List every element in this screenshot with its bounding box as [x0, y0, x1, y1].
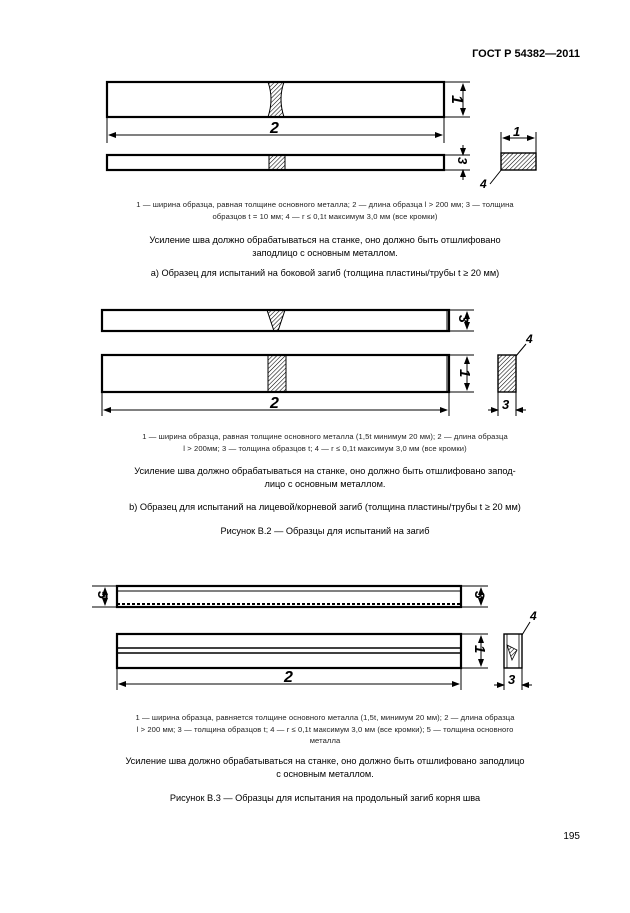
fig-b3-legend-line3: металла	[309, 736, 341, 745]
fig-b3-legend-line2: l > 200 мм; 3 — толщина образцов t; 4 — r ≤ 0,1t максимум 3,0 мм (все кромки); 5 — толщина основного	[136, 724, 514, 734]
figure-b3-caption: Рисунок В.3 — Образцы для испытания на продольный загиб корня шва	[169, 793, 481, 803]
fig-b-legend-line2: l > 200мм; 3 — толщина образцов t; 4 — r ≤ 0,1t максимум 3,0 мм (все кромки)	[183, 443, 467, 453]
fig-a-note	[70, 234, 580, 260]
fig-a-dim-1: 1	[448, 95, 465, 104]
fig-b3-legend	[75, 712, 575, 747]
page-number: 195	[563, 831, 580, 842]
fig-a-dim-3: 3	[455, 157, 470, 165]
fig-b-legend	[80, 431, 570, 454]
fig-a-note-line1: Усиление шва должно обрабатываться на станке, оно должно быть отшлифовано	[149, 235, 501, 245]
fig-a-legend-line1: 1 — ширина образца, равная толщине основного металла; 2 — длина образца l > 200 мм; 3 — толщина	[136, 200, 514, 209]
fig-b-dim-1: 1	[456, 369, 473, 378]
fig-b3-dim-4: 4	[530, 609, 537, 623]
fig-a-caption: a) Образец для испытаний на боковой загиб (толщина пластины/трубы t ≥ 20 мм)	[150, 268, 500, 278]
fig-b3-dim-3: 3	[472, 591, 488, 599]
fig-a-note-line2: заподлицо с основным металлом.	[252, 248, 398, 258]
fig-b3-dim-1: 1	[471, 645, 488, 654]
fig-b3-note	[70, 755, 580, 781]
fig-b-note-line2: лицо с основным металлом.	[264, 479, 386, 489]
fig-b-dim-4: 4	[526, 332, 533, 346]
figure-b3-drawing	[92, 586, 537, 690]
fig-b3-note-line1: Усиление шва должно обрабатываться на станке, оно должно быть отшлифовано заподлицо	[125, 756, 525, 766]
fig-b-cross-section	[498, 355, 516, 392]
fig-b3-dim-3-small: 3	[508, 672, 516, 687]
fig-b-dim-3: 3	[456, 315, 472, 323]
fig-b3-side-bar	[117, 634, 461, 668]
fig-a-weld-side	[269, 155, 285, 170]
fig-b-caption: b) Образец для испытаний на лицевой/корневой загиб (толщина пластины/трубы t ≥ 20 мм)	[129, 502, 521, 512]
standard-header: ГОСТ Р 54382—2011	[472, 48, 580, 60]
fig-a-legend-line2: образцов t = 10 мм; 4 — r ≤ 0,1t максимум 3,0 мм (все кромки)	[212, 211, 438, 221]
fig-a-cross-section	[501, 153, 536, 170]
fig-b3-note-line2: с основным металлом.	[276, 769, 374, 779]
fig-a-weld-top	[268, 82, 284, 117]
fig-b-legend-line1: 1 — ширина образца, равная толщине основного металла (1,5t минимум 20 мм); 2 — длина образца	[142, 432, 508, 441]
figure-a-drawing	[107, 82, 536, 191]
fig-a-dim-4: 4	[480, 177, 487, 191]
fig-b-weld-side	[268, 355, 286, 392]
fig-b-note-line1: Усиление шва должно обрабатываться на станке, оно должно быть отшлифовано запод-	[134, 466, 516, 476]
fig-b3-dim-2: 2	[284, 669, 293, 686]
fig-b-note	[70, 465, 580, 491]
fig-a-dim-1-small: 1	[513, 124, 521, 139]
figure-b-drawing	[102, 310, 533, 416]
fig-b3-legend-line1: 1 — ширина образца, равняется толщине основного металла (1,5t, минимум 20 мм); 2 — длина образца	[135, 713, 515, 722]
figure-b2-caption: Рисунок В.2 — Образцы для испытаний на загиб	[220, 526, 430, 536]
fig-b-dim-3-small: 3	[502, 397, 510, 412]
fig-b-weld-top	[267, 310, 285, 331]
fig-b3-dim-5: 5	[95, 591, 111, 599]
fig-a-legend	[80, 199, 570, 222]
fig-b-dim-2: 2	[270, 395, 279, 412]
fig-a-dim-2: 2	[270, 120, 279, 137]
